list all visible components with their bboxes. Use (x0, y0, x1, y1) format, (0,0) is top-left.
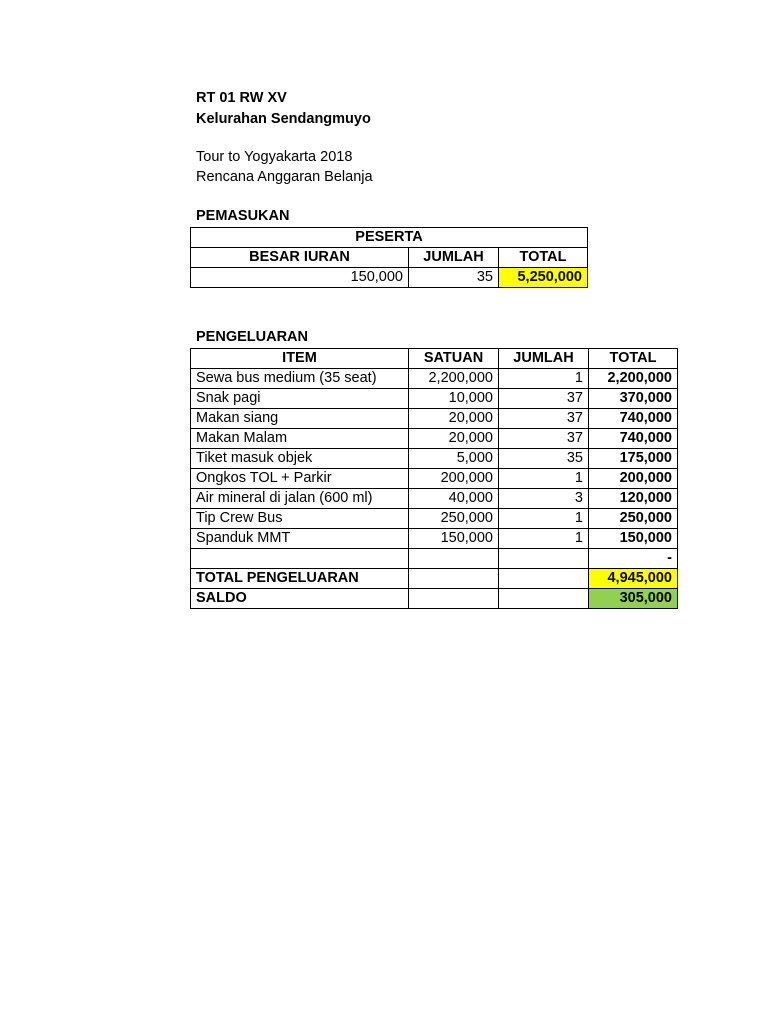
header-rt-rw: RT 01 RW XV (196, 90, 287, 106)
expense-item-cell: Air mineral di jalan (600 ml) (191, 489, 409, 509)
expense-jumlah-cell: 3 (499, 489, 589, 509)
expense-row (191, 369, 678, 389)
expense-row (191, 529, 678, 549)
expense-total-cell: 740,000 (589, 409, 678, 429)
saldo-value: 305,000 (589, 589, 678, 609)
expense-jumlah-cell: 1 (499, 369, 589, 389)
expense-jumlah-cell: 1 (499, 469, 589, 489)
expense-item-cell: Makan Malam (191, 429, 409, 449)
expense-total-cell: 740,000 (589, 429, 678, 449)
expense-item-cell: Snak pagi (191, 389, 409, 409)
expense-item-cell (191, 549, 409, 569)
expense-col-satuan: SATUAN (409, 349, 499, 369)
income-section-title: PEMASUKAN (196, 208, 290, 224)
expense-satuan-cell: 200,000 (409, 469, 499, 489)
income-group-header: PESERTA (191, 228, 588, 248)
expense-total-cell: 150,000 (589, 529, 678, 549)
expense-row (191, 509, 678, 529)
income-group-header-row (191, 228, 588, 248)
header-tour-title: Tour to Yogyakarta 2018 (196, 149, 353, 165)
expense-section-title: PENGELUARAN (196, 329, 308, 345)
expense-jumlah-cell: 37 (499, 409, 589, 429)
expense-item-cell: Spanduk MMT (191, 529, 409, 549)
expense-row (191, 389, 678, 409)
expense-total-cell: 200,000 (589, 469, 678, 489)
expense-item-cell: Makan siang (191, 409, 409, 429)
expense-row (191, 409, 678, 429)
expense-header-row (191, 349, 678, 369)
income-table (190, 227, 588, 288)
income-col-total: TOTAL (499, 248, 588, 268)
saldo-jumlah-empty (499, 589, 589, 609)
expense-row (191, 429, 678, 449)
expense-satuan-cell: 250,000 (409, 509, 499, 529)
saldo-satuan-empty (409, 589, 499, 609)
expense-satuan-cell (409, 549, 499, 569)
expense-total-cell: - (589, 549, 678, 569)
expense-total-value: 4,945,000 (589, 569, 678, 589)
header-kelurahan: Kelurahan Sendangmuyo (196, 111, 371, 127)
expense-satuan-cell: 5,000 (409, 449, 499, 469)
expense-jumlah-cell: 1 (499, 529, 589, 549)
expense-item-cell: Tiket masuk objek (191, 449, 409, 469)
expense-item-cell: Sewa bus medium (35 seat) (191, 369, 409, 389)
expense-jumlah-cell: 1 (499, 509, 589, 529)
income-col-besar-iuran: BESAR IURAN (191, 248, 409, 268)
expense-row (191, 489, 678, 509)
expense-total-cell: 120,000 (589, 489, 678, 509)
income-header-row (191, 248, 588, 268)
expense-total-cell: 175,000 (589, 449, 678, 469)
expense-col-total: TOTAL (589, 349, 678, 369)
saldo-row (191, 589, 678, 609)
expense-satuan-cell: 2,200,000 (409, 369, 499, 389)
expense-col-item: ITEM (191, 349, 409, 369)
expense-jumlah-cell: 37 (499, 389, 589, 409)
expense-total-cell: 2,200,000 (589, 369, 678, 389)
expense-total-cell: 370,000 (589, 389, 678, 409)
expense-item-cell: Ongkos TOL + Parkir (191, 469, 409, 489)
expense-total-satuan-empty (409, 569, 499, 589)
expense-total-jumlah-empty (499, 569, 589, 589)
income-besar-iuran-value: 150,000 (191, 268, 409, 288)
expense-item-cell: Tip Crew Bus (191, 509, 409, 529)
expense-total-row (191, 569, 678, 589)
expense-satuan-cell: 20,000 (409, 409, 499, 429)
expense-total-cell: 250,000 (589, 509, 678, 529)
expense-satuan-cell: 20,000 (409, 429, 499, 449)
expense-jumlah-cell: 37 (499, 429, 589, 449)
expense-col-jumlah: JUMLAH (499, 349, 589, 369)
expense-satuan-cell: 40,000 (409, 489, 499, 509)
income-data-row (191, 268, 588, 288)
expense-row (191, 549, 678, 569)
expense-rows (191, 369, 678, 569)
income-jumlah-value: 35 (409, 268, 499, 288)
income-total-value: 5,250,000 (499, 268, 588, 288)
expense-table (190, 348, 678, 609)
expense-jumlah-cell (499, 549, 589, 569)
header-budget-plan: Rencana Anggaran Belanja (196, 169, 373, 185)
expense-satuan-cell: 10,000 (409, 389, 499, 409)
expense-row (191, 469, 678, 489)
saldo-label: SALDO (191, 589, 409, 609)
expense-row (191, 449, 678, 469)
expense-total-label: TOTAL PENGELUARAN (191, 569, 409, 589)
expense-jumlah-cell: 35 (499, 449, 589, 469)
expense-satuan-cell: 150,000 (409, 529, 499, 549)
income-col-jumlah: JUMLAH (409, 248, 499, 268)
